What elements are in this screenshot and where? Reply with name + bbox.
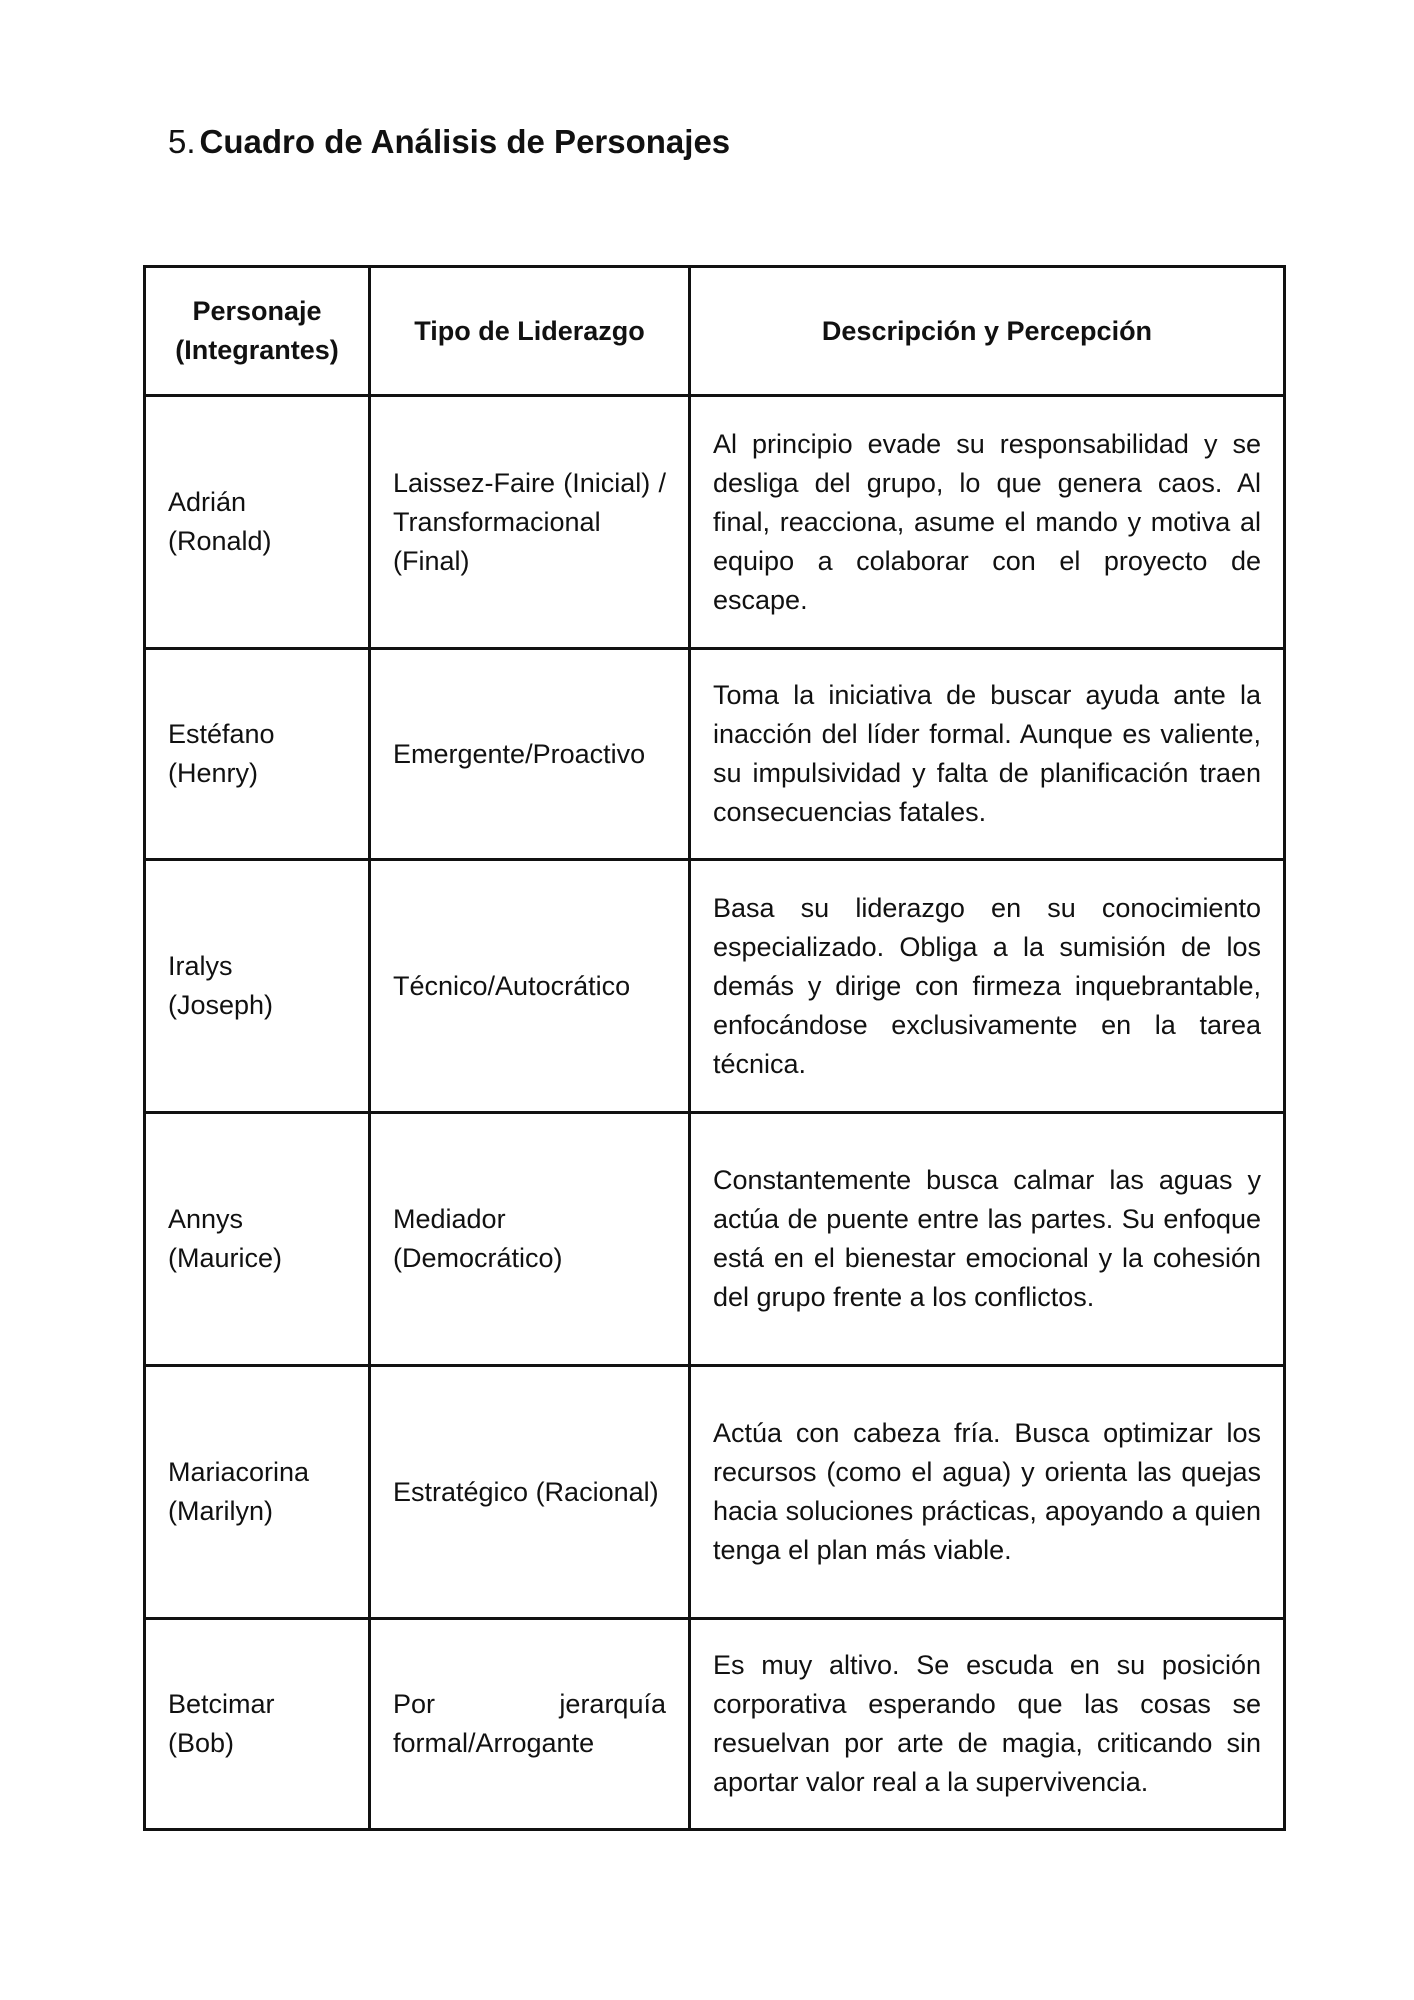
cell-personaje — [145, 1366, 370, 1619]
character-name: Iralys — [168, 951, 233, 981]
cell-tipo: Técnico/Autocrático — [370, 860, 690, 1113]
table-row — [145, 1619, 1285, 1830]
header-descripcion: Descripción y Percepción — [690, 267, 1285, 396]
section-number: 5. — [168, 123, 196, 160]
cell-descripcion: Es muy altivo. Se escuda en su posición corporativa esperando que las cosas se resuelvan por arte de magia, criticando sin aportar valor real a la supervivencia. — [690, 1619, 1285, 1830]
section-title: Cuadro de Análisis de Personajes — [199, 123, 731, 160]
cell-descripcion: Toma la iniciativa de buscar ayuda ante la inacción del líder formal. Aunque es valiente, su impulsividad y falta de planificación traen consecuencias fatales. — [690, 649, 1285, 860]
table-header-row — [145, 267, 1285, 396]
table-row — [145, 860, 1285, 1113]
cell-descripcion: Basa su liderazgo en su conocimiento especializado. Obliga a la sumisión de los demás y dirige con firmeza inquebrantable, enfocándose exclusivamente en la tarea técnica. — [690, 860, 1285, 1113]
header-personaje-line2: (Integrantes) — [175, 335, 339, 365]
header-tipo: Tipo de Liderazgo — [370, 267, 690, 396]
cell-descripcion: Constantemente busca calmar las aguas y actúa de puente entre las partes. Su enfoque está en el bienestar emocional y la cohesión del grupo frente a los conflictos. — [690, 1113, 1285, 1366]
table-row — [145, 649, 1285, 860]
character-name: Mariacorina — [168, 1457, 310, 1487]
cell-tipo: Por jerarquía formal/Arrogante — [370, 1619, 690, 1830]
actor-name: (Marilyn) — [168, 1496, 273, 1526]
cell-personaje — [145, 860, 370, 1113]
actor-name: (Bob) — [168, 1728, 235, 1758]
cell-personaje — [145, 1113, 370, 1366]
header-personaje-line1: Personaje — [192, 296, 322, 326]
cell-tipo: Estratégico (Racional) — [370, 1366, 690, 1619]
table-row — [145, 1113, 1285, 1366]
character-name: Betcimar — [168, 1689, 275, 1719]
table-row — [145, 1366, 1285, 1619]
actor-name: (Henry) — [168, 758, 259, 788]
actor-name: (Ronald) — [168, 526, 272, 556]
cell-personaje — [145, 649, 370, 860]
character-analysis-table — [143, 265, 1286, 1831]
table-row — [145, 396, 1285, 649]
cell-tipo: Laissez-Faire (Inicial) / Transformacional (Final) — [370, 396, 690, 649]
character-name: Estéfano — [168, 719, 275, 749]
cell-personaje — [145, 1619, 370, 1830]
character-name: Annys — [168, 1204, 244, 1234]
cell-tipo: Mediador (Democrático) — [370, 1113, 690, 1366]
header-personaje — [145, 267, 370, 396]
actor-name: (Joseph) — [168, 990, 274, 1020]
cell-personaje — [145, 396, 370, 649]
character-name: Adrián — [168, 487, 247, 517]
actor-name: (Maurice) — [168, 1243, 283, 1273]
section-heading — [168, 118, 730, 166]
cell-descripcion: Actúa con cabeza fría. Busca optimizar los recursos (como el agua) y orienta las quejas hacia soluciones prácticas, apoyando a quien tenga el plan más viable. — [690, 1366, 1285, 1619]
cell-descripcion: Al principio evade su responsabilidad y se desliga del grupo, lo que genera caos. Al final, reacciona, asume el mando y motiva al equipo a colaborar con el proyecto de escape. — [690, 396, 1285, 649]
cell-tipo: Emergente/Proactivo — [370, 649, 690, 860]
